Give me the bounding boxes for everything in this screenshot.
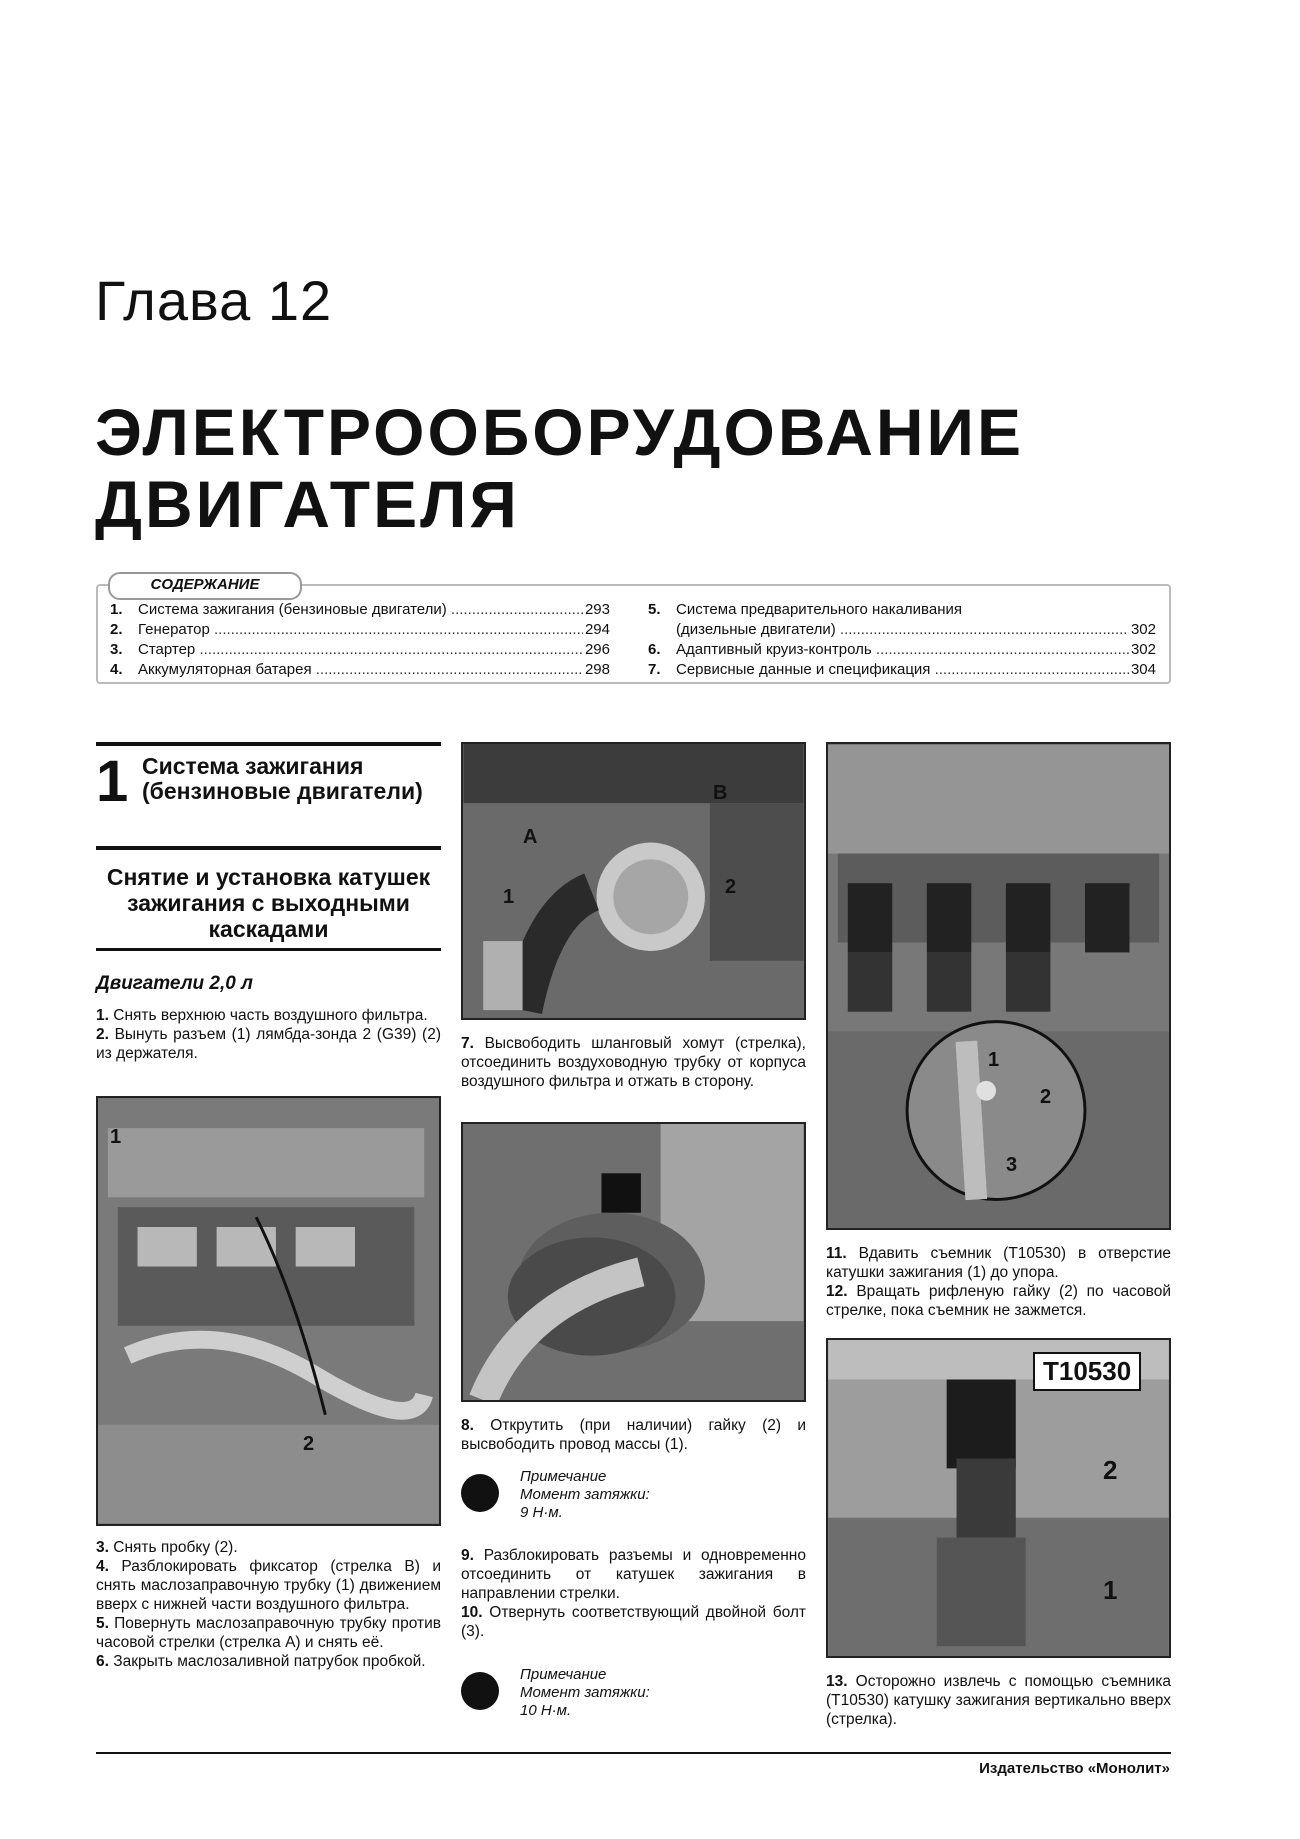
steps-11-12 <box>826 1244 1171 1320</box>
publisher-footer: Издательство «Монолит» <box>979 1760 1170 1777</box>
callout-2: 2 <box>1040 1086 1052 1108</box>
toc-item[interactable]: 4. Аккумуляторная батарея ..... 298 <box>110 660 610 680</box>
steps-9-10 <box>461 1546 806 1641</box>
engine-photo-oil-filler-drawing <box>463 744 804 1018</box>
callout-1: 1 <box>1103 1575 1118 1605</box>
step: 12. Вращать рифленую гайку (2) по часовой стрелке, пока съемник не зажмется. <box>826 1283 1171 1319</box>
step: 4. Разблокировать фиксатор (стрелка B) и снять маслозаправочную трубку (1) движением вверх с нижней части воздушного фильтра. <box>96 1558 441 1613</box>
callout-2: 2 <box>725 876 737 898</box>
toc-item[interactable]: (дизельные двигатели) ..... 302 <box>648 620 1156 640</box>
step-8 <box>461 1416 806 1454</box>
engine-photo-air-duct-drawing <box>463 1124 804 1400</box>
steps-1-2 <box>96 1006 441 1063</box>
footer-rule <box>96 1752 1171 1754</box>
section-number: 1 <box>96 749 129 814</box>
note-torque-1: Примечание Момент затяжки: 9 Н·м. <box>520 1468 650 1521</box>
chapter-label: Глава 12 <box>95 269 333 332</box>
step: 3. Снять пробку (2). <box>96 1539 238 1556</box>
engine-photo-coils-drawing <box>828 744 1169 1228</box>
step: 6. Закрыть маслозаливной патрубок пробкой. <box>96 1653 426 1670</box>
toc-item[interactable]: 2. Генератор ..... 294 <box>110 620 610 640</box>
note-icon <box>461 1672 499 1710</box>
toc-right-column <box>648 600 1156 680</box>
chapter-title: ЭЛЕКТРООБОРУДОВАНИЕ ДВИГАТЕЛЯ <box>95 395 1024 541</box>
engine-photo-oil-filler <box>461 742 806 1020</box>
toc-tab: СОДЕРЖАНИЕ <box>108 572 302 600</box>
toc-left-column <box>110 600 610 680</box>
toc-item[interactable]: 7. Сервисные данные и спецификация ..... 304 <box>648 660 1156 680</box>
step-13 <box>826 1672 1171 1729</box>
callout-1: 1 <box>503 886 515 908</box>
engine-photo-lambda-drawing <box>98 1098 439 1524</box>
engine-photo-coils <box>826 742 1171 1230</box>
engine-photo-air-duct <box>461 1122 806 1402</box>
tool-label: T10530 <box>1033 1352 1141 1391</box>
callout-A: A <box>523 826 538 848</box>
toc-item[interactable]: 3. Стартер ..... 296 <box>110 640 610 660</box>
section-rule-top <box>96 742 441 746</box>
toc-item[interactable]: 1. Система зажигания (бензиновые двигатели) ..... 293 <box>110 600 610 620</box>
toc-item[interactable]: 6. Адаптивный круиз-контроль ..... 302 <box>648 640 1156 660</box>
toc-item[interactable]: 5. Система предварительного накаливания <box>648 601 962 618</box>
step: 8. Открутить (при наличии) гайку (2) и высвободить провод массы (1). <box>461 1417 807 1453</box>
engine-heading: Двигатели 2,0 л <box>96 973 253 994</box>
steps-3-6 <box>96 1538 441 1671</box>
note-torque-2: Примечание Момент затяжки: 10 Н·м. <box>520 1666 650 1719</box>
engine-photo-lambda <box>96 1096 441 1526</box>
section-rule-bottom <box>96 948 441 951</box>
step: 2. Вынуть разъем (1) лямбда-зонда 2 (G39) (2) из держателя. <box>96 1026 441 1062</box>
step: 11. Вдавить съемник (T10530) в отверстие катушки зажигания (1) до упора. <box>826 1245 1171 1281</box>
step: 7. Высвободить шланговый хомут (стрелка), отсоединить воздуховодную трубку от корпуса воздушного фильтра и отжать в сторону. <box>461 1035 806 1090</box>
callout-B: B <box>713 782 728 804</box>
step: 9. Разблокировать разъемы и одновременно отсоединить от катушек зажигания в направлении стрелки. <box>461 1547 806 1602</box>
step: 5. Повернуть маслозаправочную трубку против часовой стрелки (стрелка A) и снять её. <box>96 1615 441 1651</box>
callout-3: 3 <box>1006 1154 1018 1176</box>
subsection-title: Снятие и установка катушек зажигания с выходными каскадами <box>106 864 431 942</box>
section-title: Система зажигания (бензиновые двигатели) <box>142 753 423 804</box>
step: 10. Отвернуть соответствующий двойной болт (3). <box>461 1604 806 1640</box>
callout-1: 1 <box>110 1126 122 1148</box>
step-7 <box>461 1034 806 1091</box>
step: 1. Снять верхнюю часть воздушного фильтра. <box>96 1007 428 1024</box>
callout-2: 2 <box>1103 1455 1118 1485</box>
callout-2: 2 <box>303 1433 315 1455</box>
step: 13. Осторожно извлечь с помощью съемника (T10530) катушку зажигания вертикально вверх (стрелка). <box>826 1673 1171 1728</box>
coil-removal-photo <box>826 1338 1171 1658</box>
note-icon <box>461 1474 499 1512</box>
section-rule-mid <box>96 846 441 850</box>
callout-1: 1 <box>988 1049 1000 1071</box>
